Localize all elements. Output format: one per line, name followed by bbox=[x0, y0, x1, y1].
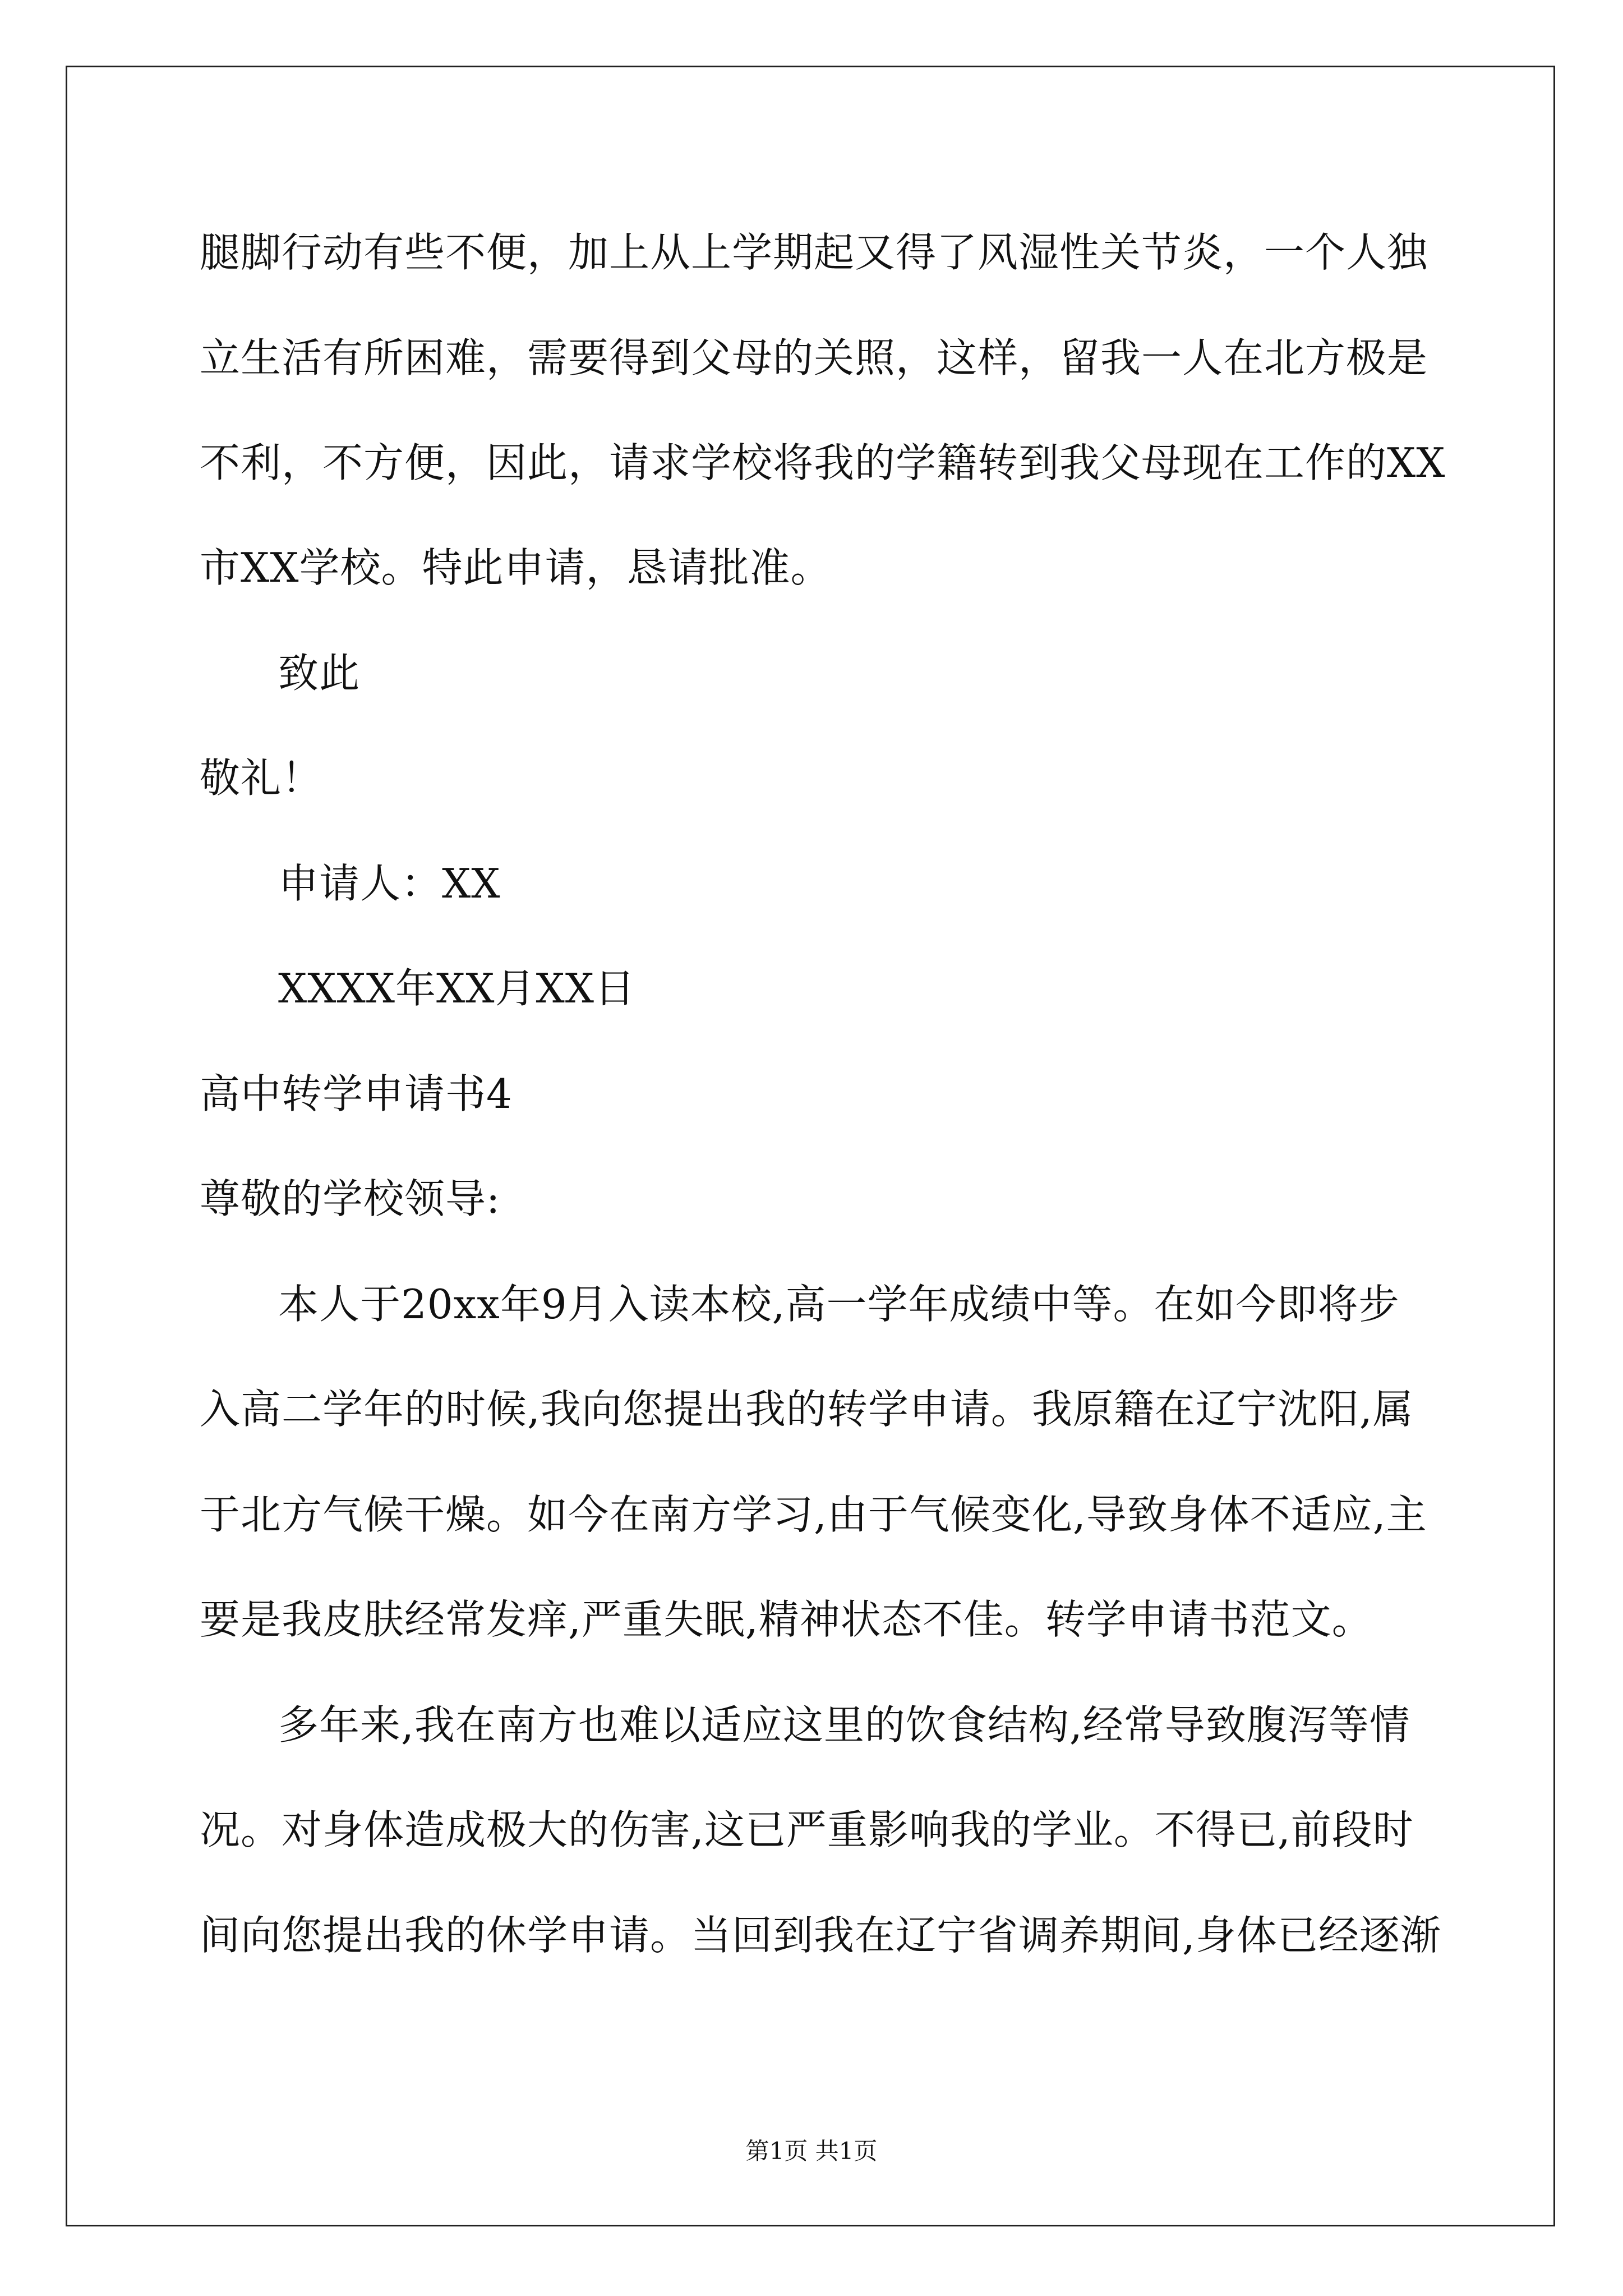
body-line-1: 腿脚行动有些不便，加上从上学期起又得了风湿性关节炎，一个人独 bbox=[200, 229, 1428, 276]
body-line-4: 市XX学校。特此申请，恳请批准。 bbox=[200, 544, 832, 591]
date-line: XXXX年XX月XX日 bbox=[278, 965, 636, 1012]
body-line-5: 本人于20xx年9月入读本校,高一学年成绩中等。在如今即将步 bbox=[278, 1281, 1400, 1328]
body-line-3: 不利，不方便，因此，请求学校将我的学籍转到我父母现在工作的XX bbox=[200, 439, 1446, 486]
body-line-9: 多年来,我在南方也难以适应这里的饮食结构,经常导致腹泻等情 bbox=[278, 1701, 1410, 1749]
body-line-6: 入高二学年的时候,我向您提出我的转学申请。我原籍在辽宁沈阳,属 bbox=[200, 1386, 1414, 1433]
closing-phrase: 致此 bbox=[278, 650, 361, 697]
greeting: 尊敬的学校领导: bbox=[200, 1175, 501, 1222]
applicant-line: 申请人：XX bbox=[278, 860, 501, 907]
page-border bbox=[66, 66, 1555, 2226]
page-number-footer: 第1页 共1页 bbox=[745, 2137, 878, 2165]
body-line-7: 于北方气候干燥。如今在南方学习,由于气候变化,导致身体不适应,主 bbox=[200, 1491, 1427, 1538]
body-line-11: 间向您提出我的休学申请。当回到我在辽宁省调养期间,身体已经逐渐 bbox=[200, 1912, 1441, 1959]
body-line-2: 立生活有所困难，需要得到父母的关照，这样，留我一人在北方极是 bbox=[200, 334, 1428, 381]
section-title: 高中转学申请书4 bbox=[200, 1070, 513, 1117]
salutation: 敬礼！ bbox=[200, 754, 323, 802]
body-line-8: 要是我皮肤经常发痒,严重失眠,精神状态不佳。转学申请书范文。 bbox=[200, 1596, 1373, 1643]
body-line-10: 况。对身体造成极大的伤害,这已严重影响我的学业。不得已,前段时 bbox=[200, 1806, 1414, 1853]
